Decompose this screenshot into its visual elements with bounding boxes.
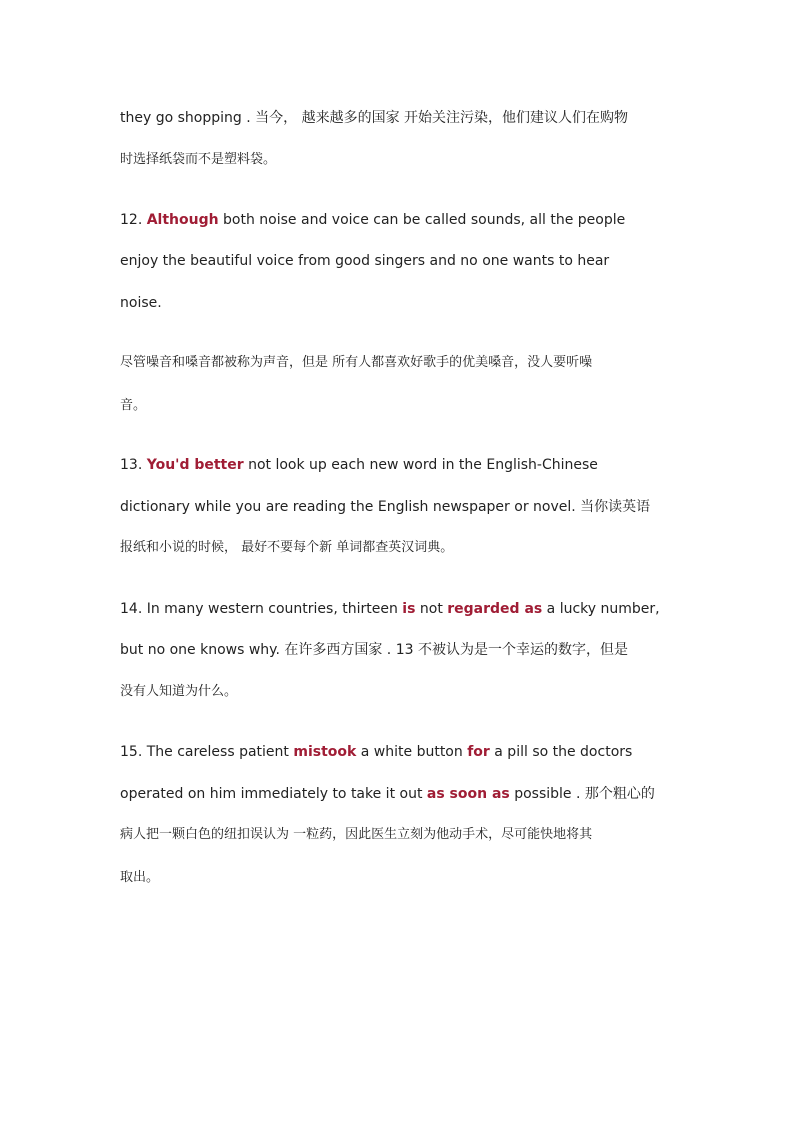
text-segment: a white button [356, 744, 468, 760]
text-segment: 尽管噪音和嗓音都被称为声音，但是 所有人都喜欢好歌手的优美嗓音，没人要听噪 [120, 355, 593, 370]
highlighted-phrase: mistook [293, 744, 357, 760]
paragraph-line [120, 293, 162, 313]
paragraph-line [120, 108, 628, 128]
paragraph-line [120, 538, 453, 558]
highlighted-phrase: regarded as [447, 601, 543, 617]
text-segment: noise. [120, 295, 162, 311]
paragraph-line [120, 825, 592, 845]
text-segment: 15. The careless patient [120, 744, 294, 760]
paragraph-line [120, 455, 598, 475]
highlighted-phrase: You'd better [146, 457, 244, 473]
paragraph-line [120, 497, 650, 517]
text-segment: dictionary while you are reading the English newspaper or novel. 当你读英语 [120, 499, 651, 515]
text-segment: but no one knows why. 在许多西方国家 . 13 不被认为是一个幸运的数字，但是 [120, 642, 628, 658]
paragraph-line [120, 251, 609, 271]
text-segment: not look up each new word in the English-Chinese [243, 457, 598, 473]
highlighted-phrase: Although [146, 212, 219, 228]
paragraph-line [120, 640, 628, 660]
paragraph-line [120, 396, 146, 416]
text-segment: both noise and voice can be called sounds, all the people [218, 212, 626, 228]
text-segment: 时选择纸袋而不是塑料袋。 [120, 152, 277, 167]
highlighted-phrase: for [467, 744, 490, 760]
paragraph-line [120, 599, 660, 619]
text-segment: a lucky number, [542, 601, 660, 617]
text-segment: 音。 [120, 398, 147, 413]
text-segment: 12. [120, 212, 147, 228]
text-segment: 病人把一颗白色的纽扣误认为 一粒药，因此医生立刻为他动手术，尽可能快地将其 [120, 827, 593, 842]
text-segment: they go shopping . 当今， 越来越多的国家 开始关注污染，他们建议人们在购物 [120, 110, 629, 126]
text-segment: possible . 那个粗心的 [509, 786, 655, 802]
paragraph-line [120, 353, 592, 373]
text-segment: 13. [120, 457, 147, 473]
text-segment: enjoy the beautiful voice from good singers and no one wants to hear [120, 253, 610, 269]
text-segment: operated on him immediately to take it out [120, 786, 427, 802]
highlighted-phrase: as soon as [426, 786, 510, 802]
text-segment: 取出。 [120, 870, 160, 885]
paragraph-line [120, 210, 625, 230]
highlighted-phrase: is [402, 601, 416, 617]
text-segment: not [415, 601, 448, 617]
paragraph-line [120, 150, 276, 170]
text-segment: a pill so the doctors [489, 744, 633, 760]
paragraph-line [120, 868, 159, 888]
paragraph-line [120, 742, 632, 762]
paragraph-line [120, 784, 655, 804]
paragraph-line [120, 682, 237, 702]
text-segment: 14. In many western countries, thirteen [120, 601, 403, 617]
text-segment: 报纸和小说的时候， 最好不要每个新 单词都查英汉词典。 [120, 540, 454, 555]
text-segment: 没有人知道为什么。 [120, 684, 238, 699]
